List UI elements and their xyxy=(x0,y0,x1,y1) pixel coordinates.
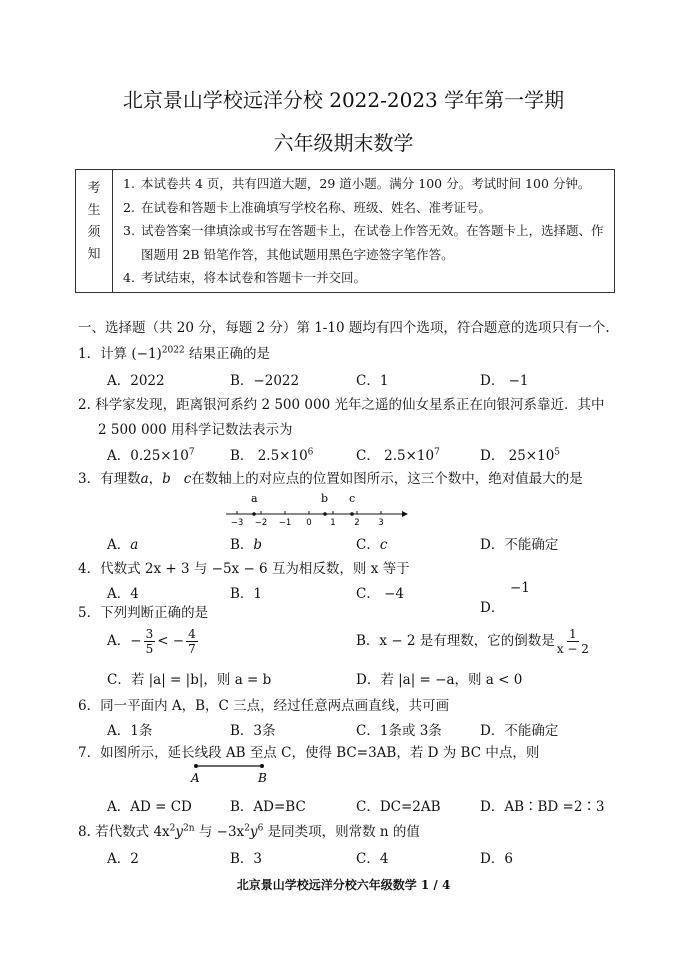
q3-option-b-label: B． xyxy=(230,537,254,553)
q3-option-c xyxy=(356,533,387,553)
point-a-label: a xyxy=(251,492,258,505)
point-b xyxy=(323,512,327,516)
tick-label: 0 xyxy=(306,518,312,528)
page-subtitle: 六年级期末数学 xyxy=(273,131,414,155)
q2-option-c-text: C． 2.5×10 xyxy=(356,448,435,464)
q4-option-d-label: D． xyxy=(480,600,505,616)
q8-text-post: 是同类项，则常数 n 的值 xyxy=(263,824,420,840)
q5-b-fraction xyxy=(557,627,589,656)
notice-item xyxy=(123,266,608,290)
notice-label-char: 生 xyxy=(87,203,101,218)
q8-option-b: B．3 xyxy=(230,851,263,867)
question-3 xyxy=(78,467,583,487)
notice-label-char: 考 xyxy=(87,181,101,196)
q5-option-a xyxy=(107,627,200,656)
q8-var: y xyxy=(249,824,258,840)
notice-item xyxy=(123,219,608,266)
point-c xyxy=(350,512,354,516)
q1-option-b: B．−2022 xyxy=(230,373,300,389)
q3-var-a: a xyxy=(140,471,149,487)
q8-text-mid: 与 −3x xyxy=(194,824,245,840)
q2-option-c-exp: 7 xyxy=(434,447,440,458)
point-c-label: c xyxy=(349,492,356,505)
q2-option-a xyxy=(107,444,195,464)
q8-exp: 6 xyxy=(257,823,264,834)
fraction-denominator: 7 xyxy=(188,642,196,656)
q2-option-b xyxy=(230,444,313,464)
q6-option-d: D．不能确定 xyxy=(480,723,559,739)
q3-option-a xyxy=(107,533,138,553)
point-b-label: b xyxy=(321,492,329,505)
q1-option-d: D． −1 xyxy=(480,373,529,389)
q3-text-post: 在数轴上的对应点的位置如图所示，这三个数中，绝对值最大的是 xyxy=(191,471,583,487)
q6-text: 6．同一平面内 A，B，C 三点，经过任意两点画直线，共可画 xyxy=(78,698,450,714)
q3-text-mid: ， xyxy=(148,471,163,487)
q2-text-line2: 2 500 000 用科学记数法表示为 xyxy=(98,422,293,438)
tick-label: −2 xyxy=(254,518,268,528)
fraction-numerator: 1 xyxy=(569,627,577,641)
q3-option-a-var: a xyxy=(130,537,139,553)
fraction-numerator: 3 xyxy=(145,627,154,641)
q2-text-line1: 2. 科学家发现，距离银河系约 2 500 000 光年之遥的仙女星系正在向银河系靠近．其中 xyxy=(78,397,605,413)
q7-option-a: A．AD = CD xyxy=(107,799,192,815)
q5-a-prefix: A．− xyxy=(107,633,142,649)
q5-a-fraction-2 xyxy=(186,627,198,656)
number-line-arrow xyxy=(402,511,408,517)
notice-item-text: 在试卷和答题卡上准确填写学校名称、班级、姓名、准考证号。 xyxy=(141,199,492,215)
q5-option-b xyxy=(356,627,591,656)
notice-item-num: 1. xyxy=(123,176,135,191)
tick-label: −1 xyxy=(278,518,292,528)
page-footer: 北京景山学校远洋分校六年级数学 1 / 4 xyxy=(236,878,451,892)
q3-option-c-label: C． xyxy=(356,537,380,553)
q2-option-c xyxy=(356,444,440,464)
q2-option-a-exp: 7 xyxy=(188,447,195,458)
q3-option-a-label: A． xyxy=(107,537,131,553)
q4-option-d-value: −1 xyxy=(510,580,530,596)
point-a xyxy=(252,512,256,516)
q2-option-b-text: B． 2.5×10 xyxy=(230,448,308,464)
q5-a-comparator: < − xyxy=(157,633,185,649)
q3-option-c-var: c xyxy=(379,537,388,553)
point-a-label: A xyxy=(191,771,200,785)
tick-label: 1 xyxy=(330,518,336,528)
q3-option-b xyxy=(230,533,262,553)
q1-exponent: 2022 xyxy=(161,345,185,356)
q1-option-a: A．2022 xyxy=(107,373,165,389)
segment-ab-figure xyxy=(186,758,276,786)
notice-item-num: 4. xyxy=(123,270,135,285)
q8-option-d: D．6 xyxy=(480,851,513,867)
point-b-label: B xyxy=(258,771,267,785)
q3-text-pre: 3．有理数 xyxy=(78,471,141,487)
q1-option-c: C．1 xyxy=(356,373,389,389)
q8-exp: 2 xyxy=(244,823,250,834)
q7-option-c: C．DC=2AB xyxy=(356,799,441,815)
q8-text-pre: 8. 若代数式 4x xyxy=(78,824,170,840)
q4-option-a: A．4 xyxy=(107,586,139,602)
q6-option-a: A．1条 xyxy=(107,723,153,739)
fraction-denominator: 5 xyxy=(145,642,154,656)
point-b xyxy=(260,764,264,768)
notice-item-num: 3. xyxy=(123,223,135,238)
q7-text: 7．如图所示，延长线段 AB 至点 C，使得 BC=3AB，若 D 为 BC 中点，则 xyxy=(78,745,540,761)
section-heading: 一、选择题（共 20 分，每题 2 分）第 1-10 题均有四个选项，符合题意的选项只有一个. xyxy=(78,320,610,336)
notice-item-text: 本试卷共 4 页，共有四道大题，29 道小题。满分 100 分。考试时间 100 分钟。 xyxy=(141,176,591,191)
fraction-denominator: x − 2 xyxy=(556,642,589,656)
notice-item xyxy=(123,172,608,196)
tick-label: −3 xyxy=(230,518,244,528)
notice-item-text: 试卷答案一律填涂或书写在答题卡上，在试卷上作答无效。在答题卡上，选择题、作图题用 2B 铅笔作答，其他试题用黑色字迹签字笔作答。 xyxy=(141,223,604,262)
q8-option-a: A．2 xyxy=(107,851,139,867)
notice-item-num: 2. xyxy=(123,199,135,215)
q1-text: 1．计算 (−1) xyxy=(78,346,162,362)
q3-var-b: b xyxy=(162,471,171,487)
q2-option-d xyxy=(480,444,560,464)
q2-option-b-exp: 6 xyxy=(307,447,314,458)
q8-var: y xyxy=(175,824,184,840)
q7-option-b: B．AD=BC xyxy=(230,799,306,815)
q8-option-c: C．4 xyxy=(356,851,389,867)
q2-option-a-text: A．0.25×10 xyxy=(107,448,189,464)
notice-label xyxy=(76,170,113,293)
notice-items xyxy=(113,170,615,293)
q5-b-text: B．x − 2 是有理数，它的倒数是 xyxy=(356,633,555,649)
notice-label-char: 须 xyxy=(87,225,101,240)
q6-option-c: C．1条或 3条 xyxy=(356,723,442,739)
q3-option-b-var: b xyxy=(253,537,263,553)
q5-option-d: D．若 |a| = −a，则 a < 0 xyxy=(356,672,523,688)
q6-option-b: B．3条 xyxy=(230,723,276,739)
q2-option-d-text: D． 25×10 xyxy=(480,448,555,464)
q8-exp: 2n xyxy=(183,823,195,834)
notice-label-char: 知 xyxy=(87,247,101,262)
q5-option-c: C．若 |a| = |b|，则 a = b xyxy=(107,672,272,688)
question-8 xyxy=(78,820,420,840)
tick-label: 2 xyxy=(354,518,360,528)
notice-box xyxy=(75,169,615,293)
q4-option-b: B．1 xyxy=(230,586,263,602)
q7-option-d: D．AB∶BD =2∶3 xyxy=(480,799,605,815)
q8-exp: 2 xyxy=(169,823,176,834)
tick-label: 3 xyxy=(378,518,384,528)
q3-var-c: c xyxy=(183,471,192,487)
notice-item-text: 考试结束，将本试卷和答题卡一并交回。 xyxy=(141,270,367,285)
point-a xyxy=(194,764,198,768)
q5-a-fraction-1 xyxy=(144,627,156,656)
q4-option-c: C． −4 xyxy=(356,586,405,602)
fraction-numerator: 4 xyxy=(188,627,196,641)
q5-text: 5．下列判断正确的是 xyxy=(78,605,209,621)
q3-option-d: D．不能确定 xyxy=(480,537,559,553)
q4-text: 4．代数式 2x + 3 与 −5x − 6 互为相反数，则 x 等于 xyxy=(78,561,410,577)
question-1 xyxy=(78,342,270,362)
notice-item xyxy=(123,196,608,220)
q2-option-d-exp: 5 xyxy=(554,447,561,458)
q1-text-post: 结果正确的是 xyxy=(184,346,271,362)
number-line-figure xyxy=(222,488,412,528)
page-title: 北京景山学校远洋分校 2022-2023 学年第一学期 xyxy=(122,88,565,112)
